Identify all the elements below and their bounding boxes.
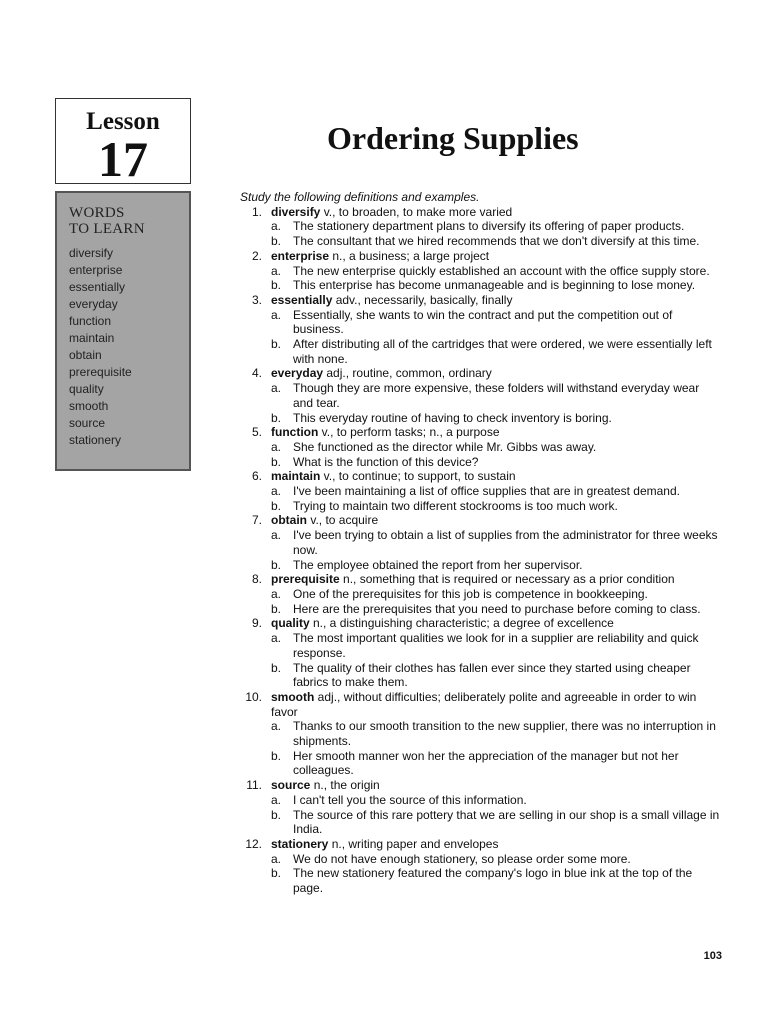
- words-heading-line2: TO LEARN: [69, 221, 145, 237]
- example-sentence: [271, 587, 720, 602]
- example-letter: b.: [271, 410, 282, 425]
- example-sentence: [271, 661, 720, 690]
- example-letter: a.: [271, 631, 282, 646]
- entry-word: prerequisite: [271, 572, 340, 587]
- word-to-learn-item: enterprise: [69, 263, 123, 277]
- entry-headline: [271, 293, 720, 308]
- example-letter: a.: [271, 219, 282, 234]
- example-text: We do not have enough stationery, so please order some more.: [293, 851, 631, 866]
- example-sentence: [271, 264, 720, 279]
- example-letter: a.: [271, 586, 282, 601]
- example-letter: b.: [271, 807, 282, 822]
- entry-number: 9.: [251, 616, 262, 631]
- definitions-list: [240, 205, 720, 896]
- entry-headline: [271, 249, 720, 264]
- entry-number: 3.: [251, 292, 262, 307]
- example-text: Though they are more expensive, these folders will withstand everyday wear and tear.: [293, 381, 700, 410]
- entry-number: 10.: [245, 689, 262, 704]
- words-heading-line1: WORDS: [69, 205, 125, 221]
- words-list: [69, 245, 189, 449]
- example-sentence: [271, 440, 720, 455]
- entry-number: 8.: [251, 572, 262, 587]
- example-letter: b.: [271, 557, 282, 572]
- example-text: This everyday routine of having to check inventory is boring.: [293, 410, 612, 425]
- example-letter: b.: [271, 454, 282, 469]
- example-letter: a.: [271, 719, 282, 734]
- entry-definition: n., a business; a large project: [329, 248, 490, 263]
- entry-word: quality: [271, 616, 310, 631]
- entry-word: maintain: [271, 469, 321, 484]
- example-letter: b.: [271, 866, 282, 881]
- example-sentence: [271, 484, 720, 499]
- definition-entry: [240, 572, 720, 616]
- definition-entry: [240, 690, 720, 778]
- page-number: 103: [703, 950, 722, 962]
- example-text: I've been maintaining a list of office supplies that are in greatest demand.: [293, 484, 680, 499]
- definition-entry: [240, 249, 720, 293]
- example-sentence: [271, 234, 720, 249]
- example-letter: a.: [271, 851, 282, 866]
- lesson-badge: [55, 98, 191, 187]
- example-letter: a.: [271, 381, 282, 396]
- definition-entry: [240, 205, 720, 249]
- example-text: The most important qualities we look for in a supplier are reliability and quick response.: [293, 631, 699, 660]
- definition-entry: [240, 837, 720, 896]
- entry-definition: v., to acquire: [307, 513, 379, 528]
- entry-headline: [271, 778, 720, 793]
- word-to-learn-item: source: [69, 416, 106, 430]
- entry-headline: [271, 572, 720, 587]
- example-text: Her smooth manner won her the appreciation of the manager but not her colleagues.: [293, 748, 679, 778]
- entry-number: 12.: [245, 836, 262, 851]
- example-sentence: [271, 528, 720, 557]
- definition-entry: [240, 469, 720, 513]
- entry-number: 4.: [251, 366, 262, 381]
- example-letter: a.: [271, 439, 282, 454]
- words-to-learn-box: [55, 191, 191, 471]
- entry-headline: [271, 469, 720, 484]
- entry-definition: adv., necessarily, basically, finally: [332, 292, 513, 307]
- word-to-learn-item: essentially: [69, 280, 126, 294]
- entry-definition: v., to perform tasks; n., a purpose: [318, 425, 500, 440]
- example-text: The new stationery featured the company's logo in blue ink at the top of the page.: [293, 866, 693, 896]
- example-text: Thanks to our smooth transition to the new supplier, there was no interruption in shipments.: [293, 719, 716, 749]
- example-text: The new enterprise quickly established an account with the office supply store.: [293, 263, 710, 278]
- example-text: She functioned as the director while Mr. Gibbs was away.: [293, 439, 597, 454]
- word-to-learn-item: obtain: [69, 348, 102, 362]
- entry-definition: v., to continue; to support, to sustain: [320, 469, 516, 484]
- entry-headline: [271, 616, 720, 631]
- example-list: [271, 852, 720, 896]
- entry-number: 7.: [251, 513, 262, 528]
- example-list: [271, 440, 720, 469]
- word-to-learn-item: quality: [69, 382, 104, 396]
- definition-entry: [240, 425, 720, 469]
- entry-number: 11.: [246, 778, 262, 793]
- example-sentence: [271, 602, 720, 617]
- example-list: [271, 484, 720, 513]
- entry-word: stationery: [271, 836, 329, 851]
- example-list: [271, 308, 720, 367]
- entry-number: 1.: [251, 204, 262, 219]
- example-text: The employee obtained the report from her supervisor.: [293, 557, 583, 572]
- lesson-number: 17: [98, 131, 148, 187]
- entry-headline: [271, 513, 720, 528]
- entry-definition: adj., routine, common, ordinary: [323, 366, 492, 381]
- example-sentence: [271, 558, 720, 573]
- example-text: The consultant that we hired recommends that we don't diversify at this time.: [293, 234, 700, 249]
- example-letter: a.: [271, 307, 282, 322]
- example-sentence: [271, 499, 720, 514]
- entry-number: 5.: [251, 425, 262, 440]
- example-letter: b.: [271, 498, 282, 513]
- example-text: Trying to maintain two different stockrooms is too much work.: [293, 498, 618, 513]
- example-list: [271, 793, 720, 837]
- words-to-learn-heading: [69, 205, 189, 237]
- example-text: Essentially, she wants to win the contract and put the competition out of business.: [293, 307, 673, 337]
- example-letter: b.: [271, 278, 282, 293]
- example-text: I've been trying to obtain a list of supplies from the administrator for three weeks now.: [293, 528, 718, 557]
- example-text: The stationery department plans to diversify its offering of paper products.: [293, 219, 685, 234]
- example-letter: b.: [271, 234, 282, 249]
- example-sentence: [271, 308, 720, 337]
- example-sentence: [271, 808, 720, 837]
- entry-word: source: [271, 778, 311, 793]
- definition-entry: [240, 366, 720, 425]
- entry-word: everyday: [271, 366, 324, 381]
- entry-word: essentially: [271, 292, 333, 307]
- example-list: [271, 719, 720, 778]
- example-sentence: [271, 866, 720, 895]
- definition-entry: [240, 616, 720, 690]
- example-sentence: [271, 631, 720, 660]
- example-list: [271, 587, 720, 616]
- entry-word: enterprise: [271, 248, 330, 263]
- example-letter: b.: [271, 601, 282, 616]
- example-list: [271, 381, 720, 425]
- example-sentence: [271, 278, 720, 293]
- entry-headline: [271, 837, 720, 852]
- entry-definition: n., writing paper and envelopes: [328, 836, 499, 851]
- entry-word: diversify: [271, 204, 321, 219]
- example-text: The source of this rare pottery that we are selling in our shop is a small village in India.: [293, 807, 720, 837]
- definition-entry: [240, 513, 720, 572]
- example-text: One of the prerequisites for this job is competence in bookkeeping.: [293, 586, 648, 601]
- entry-headline: [271, 690, 720, 719]
- example-text: What is the function of this device?: [293, 454, 479, 469]
- entry-definition: n., something that is required or necessary as a prior condition: [339, 572, 675, 587]
- example-letter: a.: [271, 484, 282, 499]
- definition-entry: [240, 778, 720, 837]
- entry-number: 2.: [251, 248, 262, 263]
- word-to-learn-item: prerequisite: [69, 365, 132, 379]
- word-to-learn-item: diversify: [69, 246, 114, 260]
- entry-definition: adj., without difficulties; deliberately polite and agreeable in order to win favor: [271, 689, 700, 719]
- example-list: [271, 219, 720, 248]
- definitions-section: [240, 190, 720, 896]
- page-title: Ordering Supplies: [327, 120, 579, 156]
- entry-definition: n., a distinguishing characteristic; a degree of excellence: [309, 616, 614, 631]
- entry-definition: n., the origin: [310, 778, 380, 793]
- example-sentence: [271, 219, 720, 234]
- example-sentence: [271, 793, 720, 808]
- example-text: Here are the prerequisites that you need to purchase before coming to class.: [293, 601, 701, 616]
- entry-number: 6.: [251, 469, 262, 484]
- example-text: The quality of their clothes has fallen ever since they started using cheaper fabrics to make them.: [293, 660, 691, 690]
- example-list: [271, 264, 720, 293]
- word-to-learn-item: everyday: [69, 297, 118, 311]
- example-sentence: [271, 749, 720, 778]
- example-letter: b.: [271, 660, 282, 675]
- word-to-learn-item: function: [69, 314, 112, 328]
- word-to-learn-item: smooth: [69, 399, 109, 413]
- definition-entry: [240, 293, 720, 367]
- word-to-learn-item: maintain: [69, 331, 115, 345]
- example-list: [271, 631, 720, 690]
- example-letter: b.: [271, 337, 282, 352]
- example-text: This enterprise has become unmanageable and is beginning to lose money.: [293, 278, 696, 293]
- entry-word: smooth: [271, 689, 315, 704]
- example-text: I can't tell you the source of this information.: [293, 792, 527, 807]
- example-letter: b.: [271, 748, 282, 763]
- entry-definition: v., to broaden, to make more varied: [320, 204, 513, 219]
- example-sentence: [271, 337, 720, 366]
- example-text: After distributing all of the cartridges that were ordered, we were essentially left with none.: [293, 337, 712, 366]
- example-sentence: [271, 719, 720, 748]
- example-letter: a.: [271, 263, 282, 278]
- entry-word: function: [271, 425, 319, 440]
- word-to-learn-item: stationery: [69, 433, 122, 447]
- intro-instruction: Study the following definitions and examples.: [240, 190, 480, 204]
- entry-word: obtain: [271, 513, 307, 528]
- entry-headline: [271, 366, 720, 381]
- entry-headline: [271, 425, 720, 440]
- example-sentence: [271, 411, 720, 426]
- example-letter: a.: [271, 792, 282, 807]
- lesson-label: Lesson: [86, 108, 160, 135]
- example-letter: a.: [271, 528, 282, 543]
- example-sentence: [271, 852, 720, 867]
- example-sentence: [271, 381, 720, 410]
- entry-headline: [271, 205, 720, 220]
- example-list: [271, 528, 720, 572]
- example-sentence: [271, 455, 720, 470]
